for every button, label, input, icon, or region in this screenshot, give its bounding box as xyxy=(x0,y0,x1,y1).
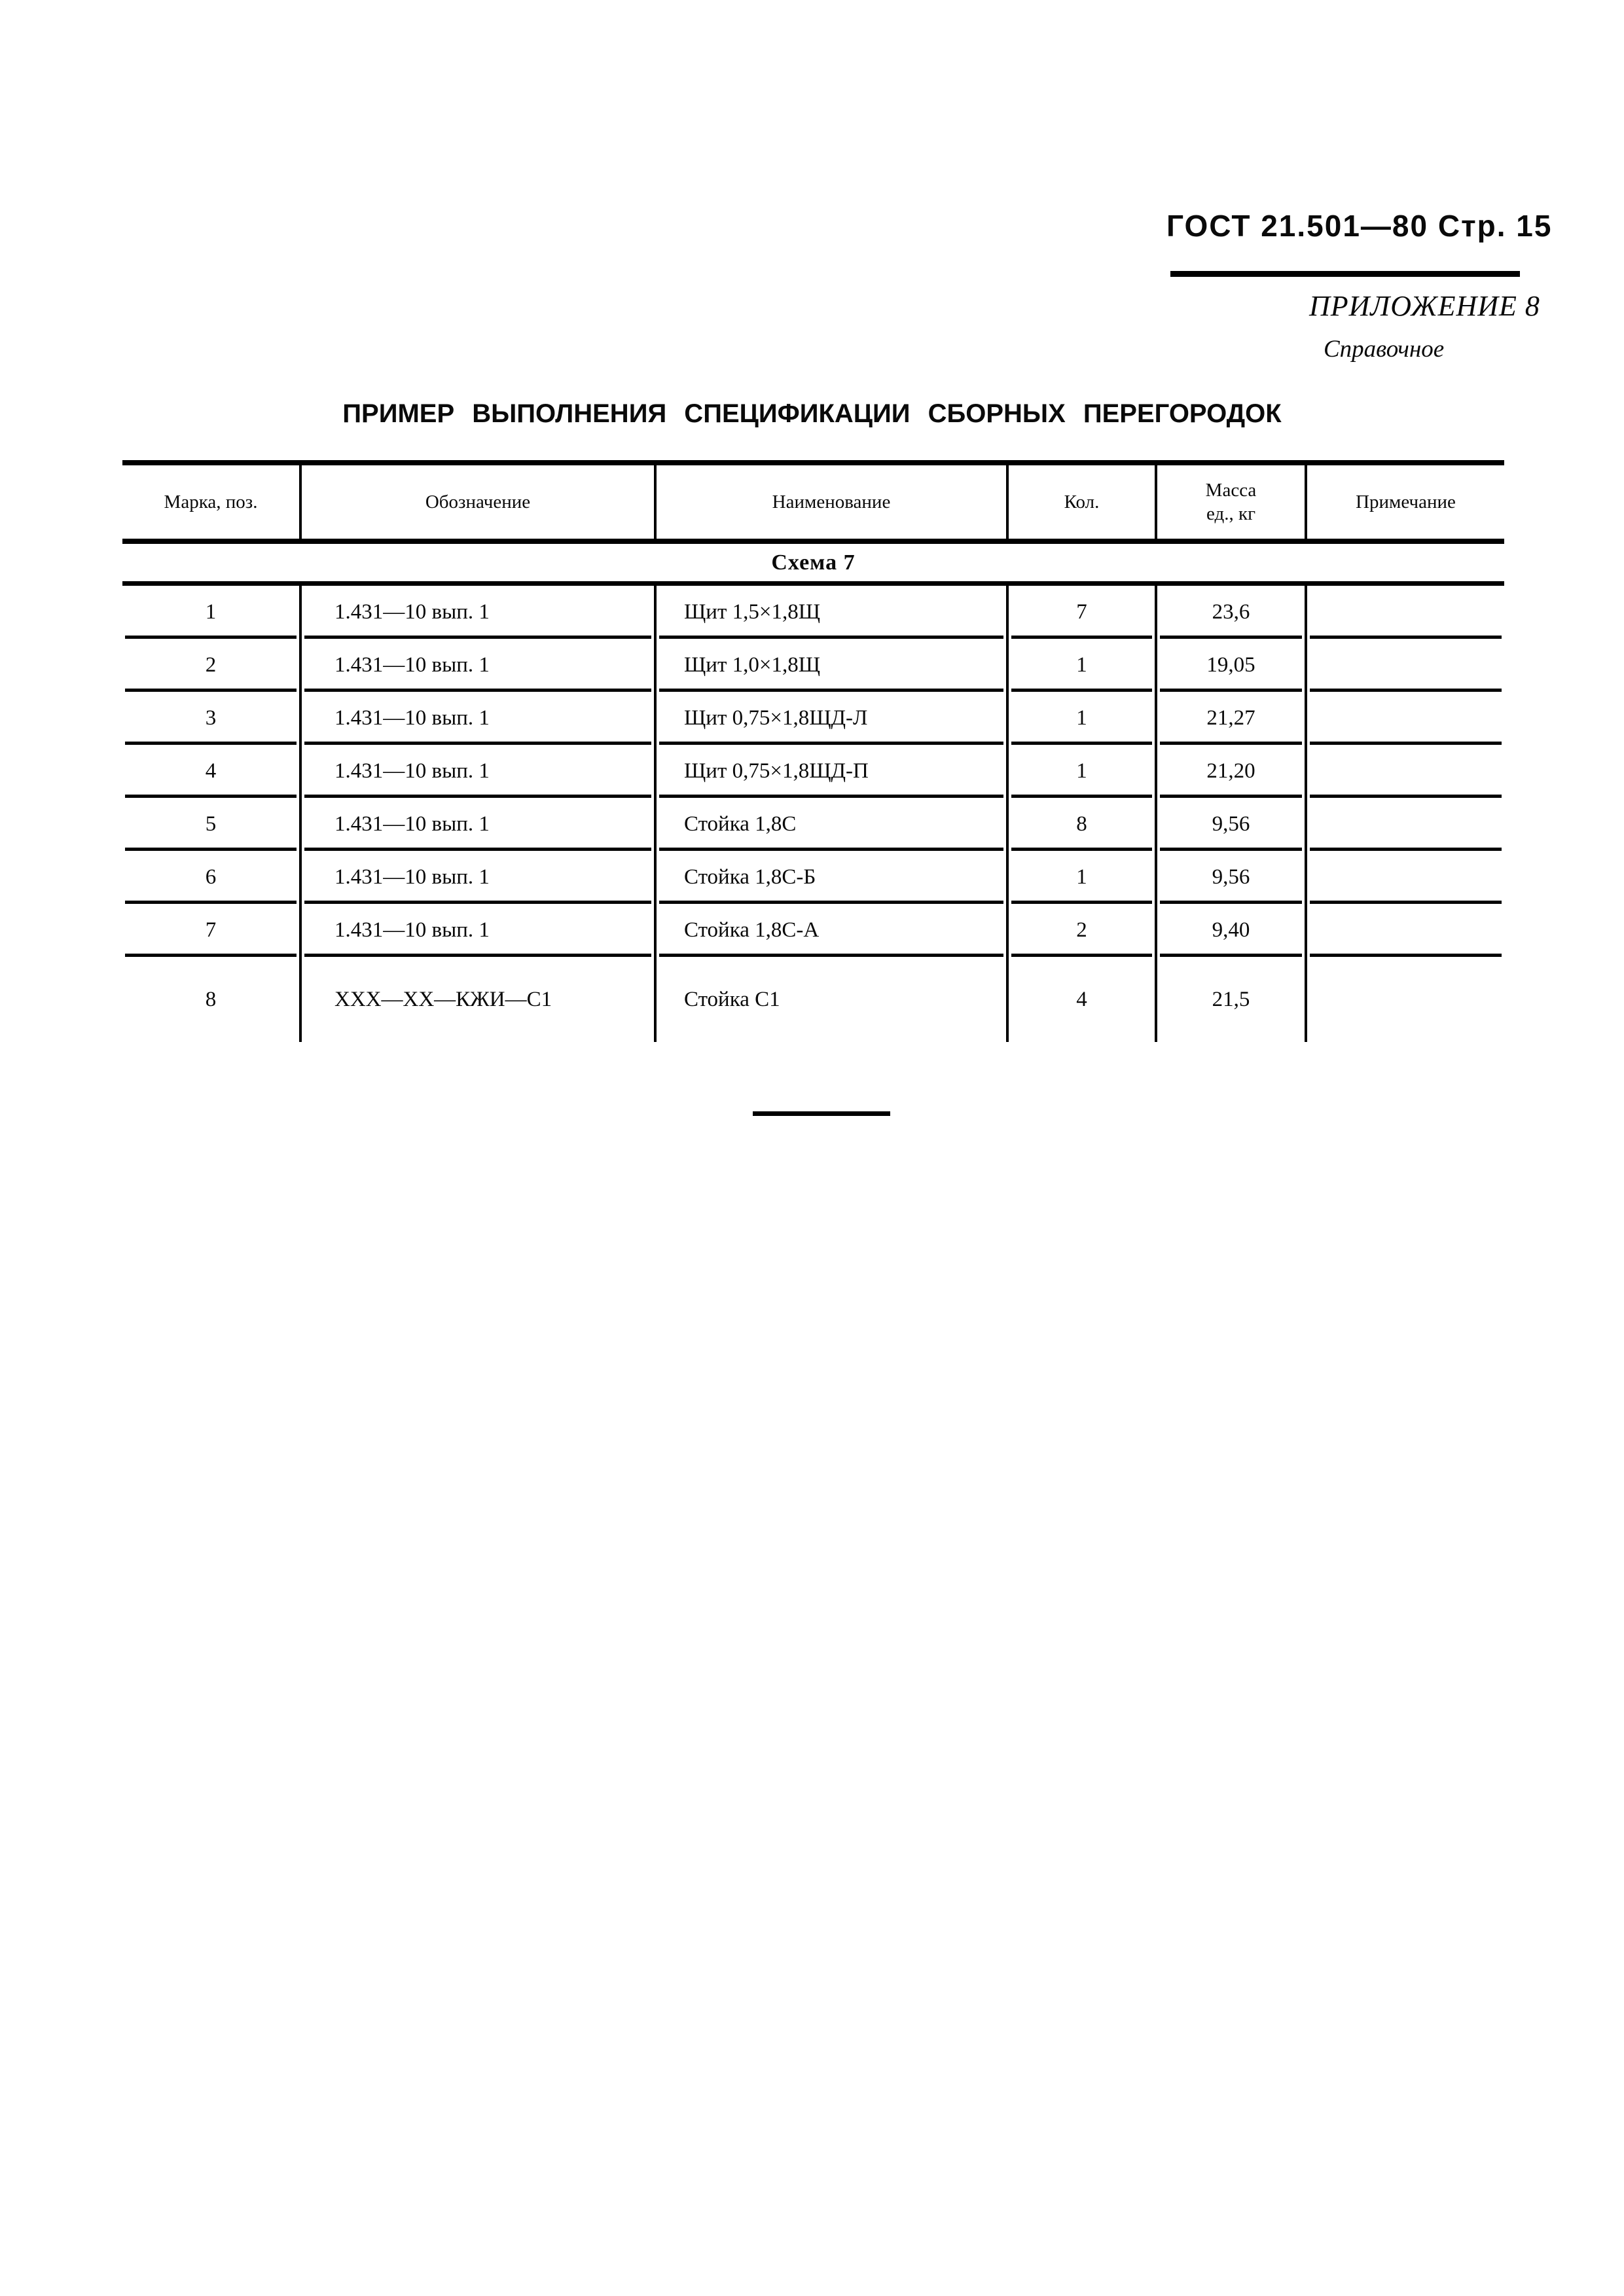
table-row xyxy=(122,586,1504,639)
cell-note xyxy=(1307,851,1504,904)
table-row xyxy=(122,798,1504,851)
table-row xyxy=(122,745,1504,798)
cell-designation: 1.431—10 вып. 1 xyxy=(302,692,657,745)
cell-designation: 1.431—10 вып. 1 xyxy=(302,745,657,798)
cell-designation: 1.431—10 вып. 1 xyxy=(302,798,657,851)
cell-mass: 21,5 xyxy=(1157,957,1307,1042)
table-row xyxy=(122,904,1504,957)
cell-mark: 4 xyxy=(122,745,302,798)
column-header-note: Примечание xyxy=(1356,491,1456,512)
cell-qty: 8 xyxy=(1009,798,1157,851)
cell-mass: 21,27 xyxy=(1157,692,1307,745)
cell-name: Стойка 1,8С-А xyxy=(657,904,1009,957)
cell-qty: 2 xyxy=(1009,904,1157,957)
column-header-mass-line1: Масса xyxy=(1205,479,1257,501)
table-row xyxy=(122,639,1504,692)
cell-note xyxy=(1307,745,1504,798)
cell-mark: 3 xyxy=(122,692,302,745)
cell-qty: 1 xyxy=(1009,639,1157,692)
cell-designation: 1.431—10 вып. 1 xyxy=(302,851,657,904)
cell-name: Стойка 1,8С xyxy=(657,798,1009,851)
table-row xyxy=(122,851,1504,904)
cell-name: Щит 0,75×1,8ЩД-Л xyxy=(657,692,1009,745)
cell-mass: 9,56 xyxy=(1157,798,1307,851)
header-bottom-border xyxy=(122,539,1504,544)
column-header-designation: Обозначение xyxy=(302,465,657,539)
specification-table xyxy=(122,460,1504,1042)
end-of-section-divider xyxy=(753,1111,890,1116)
section-label: Схема 7 xyxy=(771,550,856,575)
cell-mass: 9,56 xyxy=(1157,851,1307,904)
table-top-border xyxy=(122,460,1504,465)
cell-qty: 1 xyxy=(1009,692,1157,745)
cell-qty: 1 xyxy=(1009,851,1157,904)
cell-qty: 1 xyxy=(1009,745,1157,798)
page-title: ПРИМЕР ВЫПОЛНЕНИЯ СПЕЦИФИКАЦИИ СБОРНЫХ ПЕРЕГОРОДОК xyxy=(342,399,1282,428)
cell-designation: 1.431—10 вып. 1 xyxy=(302,586,657,639)
cell-note xyxy=(1307,692,1504,745)
column-header-mass xyxy=(1157,465,1307,539)
column-header-mark: Марка, поз. xyxy=(122,465,302,539)
cell-mass: 21,20 xyxy=(1157,745,1307,798)
appendix-label: ПРИЛОЖЕНИЕ 8 xyxy=(1309,290,1540,322)
cell-qty: 7 xyxy=(1009,586,1157,639)
cell-designation: 1.431—10 вып. 1 xyxy=(302,639,657,692)
cell-name: Щит 0,75×1,8ЩД-П xyxy=(657,745,1009,798)
cell-name: Стойка 1,8С-Б xyxy=(657,851,1009,904)
column-header-mass-line2: ед., кг xyxy=(1206,503,1255,524)
table-row xyxy=(122,957,1504,1042)
cell-designation: ХХХ—ХХ—КЖИ—С1 xyxy=(302,957,657,1042)
cell-qty: 4 xyxy=(1009,957,1157,1042)
cell-mass: 9,40 xyxy=(1157,904,1307,957)
cell-name: Щит 1,5×1,8Щ xyxy=(657,586,1009,639)
cell-note xyxy=(1307,586,1504,639)
cell-mark: 5 xyxy=(122,798,302,851)
document-reference: ГОСТ 21.501—80 Стр. 15 xyxy=(1166,209,1553,243)
cell-name: Стойка С1 xyxy=(657,957,1009,1042)
cell-note xyxy=(1307,904,1504,957)
table-header-row xyxy=(122,465,1504,539)
column-header-qty: Кол. xyxy=(1009,465,1157,539)
cell-mark: 1 xyxy=(122,586,302,639)
table-row xyxy=(122,692,1504,745)
cell-mark: 6 xyxy=(122,851,302,904)
column-header-name: Наименование xyxy=(657,465,1009,539)
cell-mark: 2 xyxy=(122,639,302,692)
section-row xyxy=(122,544,1504,581)
cell-mass: 23,6 xyxy=(1157,586,1307,639)
cell-mass: 19,05 xyxy=(1157,639,1307,692)
document-reference-underline xyxy=(1170,271,1520,277)
cell-note xyxy=(1307,639,1504,692)
cell-designation: 1.431—10 вып. 1 xyxy=(302,904,657,957)
section-bottom-border xyxy=(122,581,1504,586)
cell-note xyxy=(1307,798,1504,851)
cell-mark: 8 xyxy=(122,957,302,1042)
cell-name: Щит 1,0×1,8Щ xyxy=(657,639,1009,692)
cell-mark: 7 xyxy=(122,904,302,957)
appendix-note: Справочное xyxy=(1324,336,1445,363)
cell-note xyxy=(1307,957,1504,1042)
